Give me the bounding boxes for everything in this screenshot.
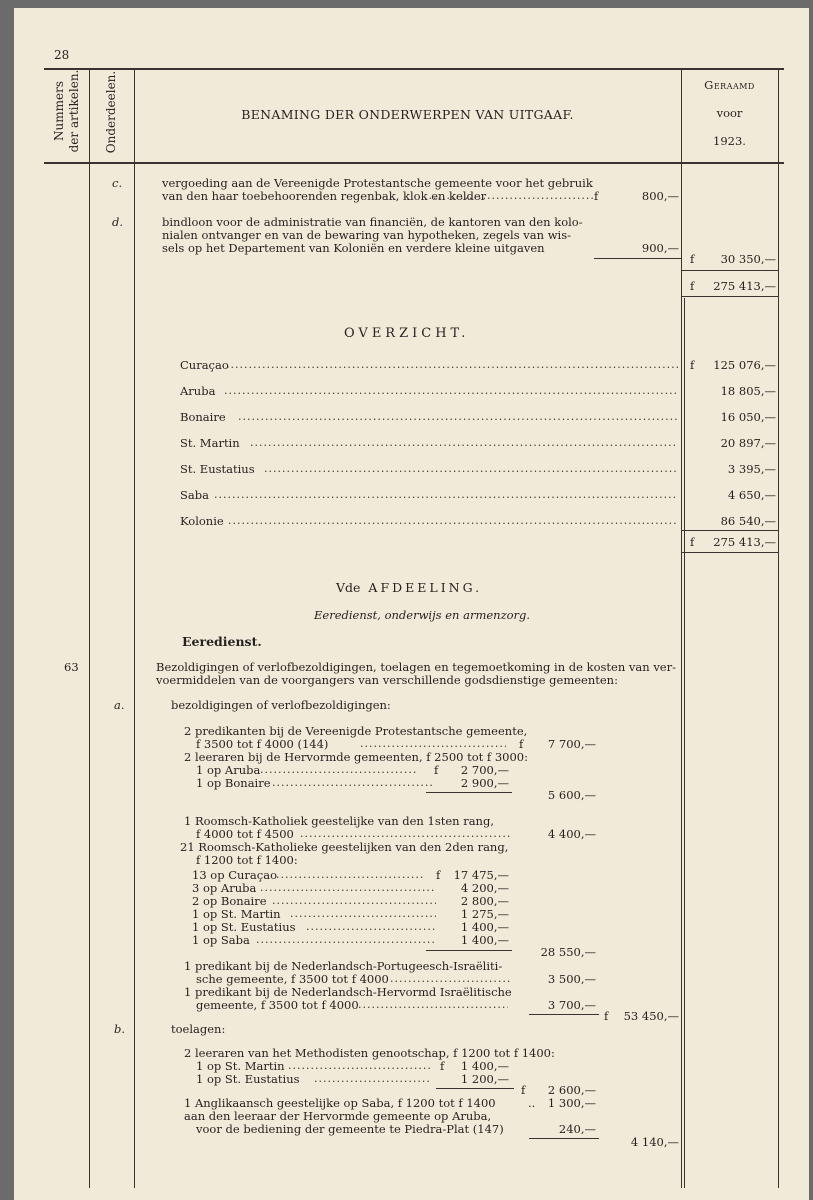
col-divider-3b xyxy=(684,298,685,1188)
overzicht-label: St. Eustatius xyxy=(180,462,255,476)
angl-line1: 1 Anglikaansch geestelijke op Saba, f 1200 tot f 1400 xyxy=(184,1096,496,1110)
header-year: 1923. xyxy=(713,134,746,148)
leader-dots xyxy=(264,462,678,475)
portug-line1: 1 predikant bij de Nederlandsch-Portugeesch-Israëliti- xyxy=(184,959,503,973)
overzicht-total-rule-bottom xyxy=(681,552,778,553)
leader-dots xyxy=(214,488,678,501)
a-total-currency: f xyxy=(604,1009,609,1023)
rk21-line2: f 1200 tot f 1400: xyxy=(196,853,298,867)
leader-dots xyxy=(306,920,436,933)
leader-dots xyxy=(358,998,508,1011)
rk21-amount: 4 200,— xyxy=(460,881,509,895)
angl-amount: 1 300,— xyxy=(547,1096,596,1110)
item-d-amount: 900,— xyxy=(641,241,679,255)
leader-dots xyxy=(238,410,678,423)
rk21-amount: 1 400,— xyxy=(460,920,509,934)
overzicht-amount: 20 897,— xyxy=(720,436,776,450)
overzicht-amount: 86 540,— xyxy=(720,514,776,528)
rk21-line1: 21 Roomsch-Katholieke geestelijken van den 2den rang, xyxy=(180,840,509,854)
rk21-amount: 2 800,— xyxy=(460,894,509,908)
leader-dots xyxy=(272,776,432,789)
overzicht-amount: 3 395,— xyxy=(727,462,776,476)
sum-rule xyxy=(529,1014,599,1015)
document-page xyxy=(14,8,809,1200)
meth-eust-amount: 1 200,— xyxy=(460,1072,509,1086)
leader-dots xyxy=(226,358,678,371)
header-col-benaming: BENAMING DER ONDERWERPEN VAN UITGAAF. xyxy=(241,107,574,122)
col-divider-3 xyxy=(681,68,682,1188)
subtotal-currency: f xyxy=(690,252,695,266)
item-d-letter: d. xyxy=(112,215,124,229)
leader-dots xyxy=(260,763,418,776)
leader-dots xyxy=(360,737,506,750)
rk21-label: 1 op Saba xyxy=(192,933,250,947)
item-d-line3: sels op het Departement van Koloniën en verdere kleine uitgaven xyxy=(162,241,545,255)
herv-amount: 3 700,— xyxy=(547,998,596,1012)
afdeeling-title: AFDEELING. xyxy=(368,580,483,595)
meth-total-amount: 2 600,— xyxy=(547,1083,596,1097)
herv-line1: 1 predikant bij de Nederlandsch-Hervormd Israëlitische xyxy=(184,985,512,999)
meth-martin-amount: 1 400,— xyxy=(460,1059,509,1073)
rk21-currency: f xyxy=(436,868,441,882)
header-voor: voor xyxy=(716,106,743,120)
meth-line1: 2 leeraren van het Methodisten genootschap, f 1200 tot f 1400: xyxy=(184,1046,555,1060)
leader-dots xyxy=(314,1072,430,1085)
sum-rule xyxy=(426,792,512,793)
leader-dots xyxy=(250,436,678,449)
total-rule-top xyxy=(681,270,778,271)
herv-aruba-line1: aan den leeraar der Hervormde gemeente op Aruba, xyxy=(184,1109,492,1123)
overzicht-total-currency: f xyxy=(690,535,695,549)
rk21-amount: 17 475,— xyxy=(453,868,509,882)
meth-martin-currency: f xyxy=(440,1059,445,1073)
leeraren-bonaire-amount: 2 900,— xyxy=(460,776,509,790)
a-total-amount: 53 450,— xyxy=(623,1009,679,1023)
overzicht-label: Aruba xyxy=(180,384,216,398)
header-col-artikelen: Nummers der artikelen. xyxy=(52,69,81,153)
item-c-line1: vergoeding aan de Vereenigde Protestantsche gemeente voor het gebruik xyxy=(162,176,593,190)
total-rule-bottom xyxy=(681,296,778,297)
rk1-amount: 4 400,— xyxy=(547,827,596,841)
herv-aruba-line2: voor de bediening der gemeente te Piedra-Plat (147) xyxy=(196,1122,504,1136)
col-divider-2 xyxy=(134,68,135,1188)
overzicht-label: Kolonie xyxy=(180,514,224,528)
leader-dots xyxy=(276,868,424,881)
rk1-line2: f 4000 tot f 4500 xyxy=(196,827,294,841)
art63-b-letter: b. xyxy=(114,1022,126,1036)
page-number: 28 xyxy=(54,48,70,62)
rk21-amount: 1 400,— xyxy=(460,933,509,947)
overzicht-label: Saba xyxy=(180,488,209,502)
meth-eust: 1 op St. Eustatius xyxy=(196,1072,300,1086)
header-top-rule xyxy=(44,68,784,70)
overzicht-label: St. Martin xyxy=(180,436,240,450)
rk21-label: 1 op St. Martin xyxy=(192,907,281,921)
rk21-label: 3 op Aruba xyxy=(192,881,257,895)
leader-dots xyxy=(424,189,594,202)
afdeeling-subtitle: Eeredienst, onderwijs en armenzorg. xyxy=(314,608,531,622)
overzicht-total-amount: 275 413,— xyxy=(713,535,776,549)
item-d-line1: bindloon voor de administratie van financiën, de kantoren van den kolo- xyxy=(162,215,583,229)
predikanten-line2: f 3500 tot f 4000 (144) xyxy=(196,737,329,751)
overzicht-amount: 18 805,— xyxy=(720,384,776,398)
article-number: 63 xyxy=(64,660,79,674)
leader-dots xyxy=(290,907,436,920)
art63-b-label: toelagen: xyxy=(171,1022,226,1036)
section-heading: Eeredienst. xyxy=(182,634,262,649)
afdeeling-prefix: Vde xyxy=(336,580,361,595)
leeraren-bonaire: 1 op Bonaire xyxy=(196,776,271,790)
leeraren-aruba-amount: 2 700,— xyxy=(460,763,509,777)
overzicht-label: Curaçao xyxy=(180,358,229,372)
leeraren-total: 5 600,— xyxy=(547,788,596,802)
sum-rule xyxy=(436,1088,514,1089)
leeraren-line1: 2 leeraren bij de Hervormde gemeenten, f 2500 tot f 3000: xyxy=(184,750,528,764)
portug-line2: sche gemeente, f 3500 tot f 4000 xyxy=(196,972,389,986)
leader-dots xyxy=(256,933,436,946)
item-c-currency: f xyxy=(594,189,599,203)
overzicht-label: Bonaire xyxy=(180,410,226,424)
sum-rule xyxy=(426,950,512,951)
header-col-onderdeelen: Onderdeelen. xyxy=(104,70,118,154)
leader-dots xyxy=(224,384,678,397)
b-total-amount: 4 140,— xyxy=(630,1135,679,1149)
item-d-line2: nialen ontvanger en van de bewaring van hypotheken, zegels van wis- xyxy=(162,228,572,242)
overzicht-amount: 125 076,— xyxy=(713,358,776,372)
total-currency: f xyxy=(690,279,695,293)
col-divider-4 xyxy=(778,68,779,1188)
art63-intro-line1: Bezoldigingen of verlofbezoldigingen, toelagen en tegemoetkoming in de kosten van ver- xyxy=(156,660,676,674)
rk21-label: 2 op Bonaire xyxy=(192,894,267,908)
overzicht-total-rule-top xyxy=(681,530,778,531)
predikanten-line1: 2 predikanten bij de Vereenigde Protestantsche gemeente, xyxy=(184,724,528,738)
meth-total-currency: f xyxy=(521,1083,526,1097)
art63-a-letter: a. xyxy=(114,698,125,712)
overzicht-amount: 4 650,— xyxy=(727,488,776,502)
leader-dots xyxy=(228,514,678,527)
item-c-letter: c. xyxy=(112,176,123,190)
item-c-amount: 800,— xyxy=(641,189,679,203)
sum-rule xyxy=(529,1138,599,1139)
subtotal-amount: 30 350,— xyxy=(720,252,776,266)
item-c-line2: van den haar toebehoorenden regenbak, klok en kelder xyxy=(162,189,487,203)
meth-martin: 1 op St. Martin xyxy=(196,1059,285,1073)
rk21-amount: 1 275,— xyxy=(460,907,509,921)
art63-a-label: bezoldigingen of verlofbezoldigingen: xyxy=(171,698,391,712)
overzicht-title: OVERZICHT. xyxy=(344,326,470,341)
overzicht-amount: 16 050,— xyxy=(720,410,776,424)
predikanten-currency: f xyxy=(519,737,524,751)
angl-dots: .. xyxy=(528,1096,536,1110)
leader-dots xyxy=(260,881,436,894)
header-bottom-rule xyxy=(44,162,784,164)
total-amount: 275 413,— xyxy=(713,279,776,293)
rk21-label: 13 op Curaçao xyxy=(192,868,278,882)
leader-dots xyxy=(300,827,510,840)
sum-rule xyxy=(594,258,681,259)
art63-intro-line2: voermiddelen van de voorgangers van verschillende godsdienstige gemeenten: xyxy=(156,673,618,687)
rk1-line1: 1 Roomsch-Katholiek geestelijke van den 1sten rang, xyxy=(184,814,494,828)
rk21-label: 1 op St. Eustatius xyxy=(192,920,296,934)
portug-amount: 3 500,— xyxy=(547,972,596,986)
leader-dots xyxy=(272,894,436,907)
overzicht-currency: f xyxy=(690,358,695,372)
leeraren-aruba: 1 op Aruba xyxy=(196,763,261,777)
header-geraamd: Geraamd xyxy=(704,78,755,92)
herv-line2: gemeente, f 3500 tot f 4000 xyxy=(196,998,359,1012)
afdeeling-heading xyxy=(336,580,482,595)
col-divider-1 xyxy=(89,68,90,1188)
leeraren-aruba-currency: f xyxy=(434,763,439,777)
herv-aruba-amount: 240,— xyxy=(558,1122,596,1136)
predikanten-amount: 7 700,— xyxy=(547,737,596,751)
leader-dots xyxy=(288,1059,430,1072)
rk21-total: 28 550,— xyxy=(540,945,596,959)
leader-dots xyxy=(390,972,510,985)
